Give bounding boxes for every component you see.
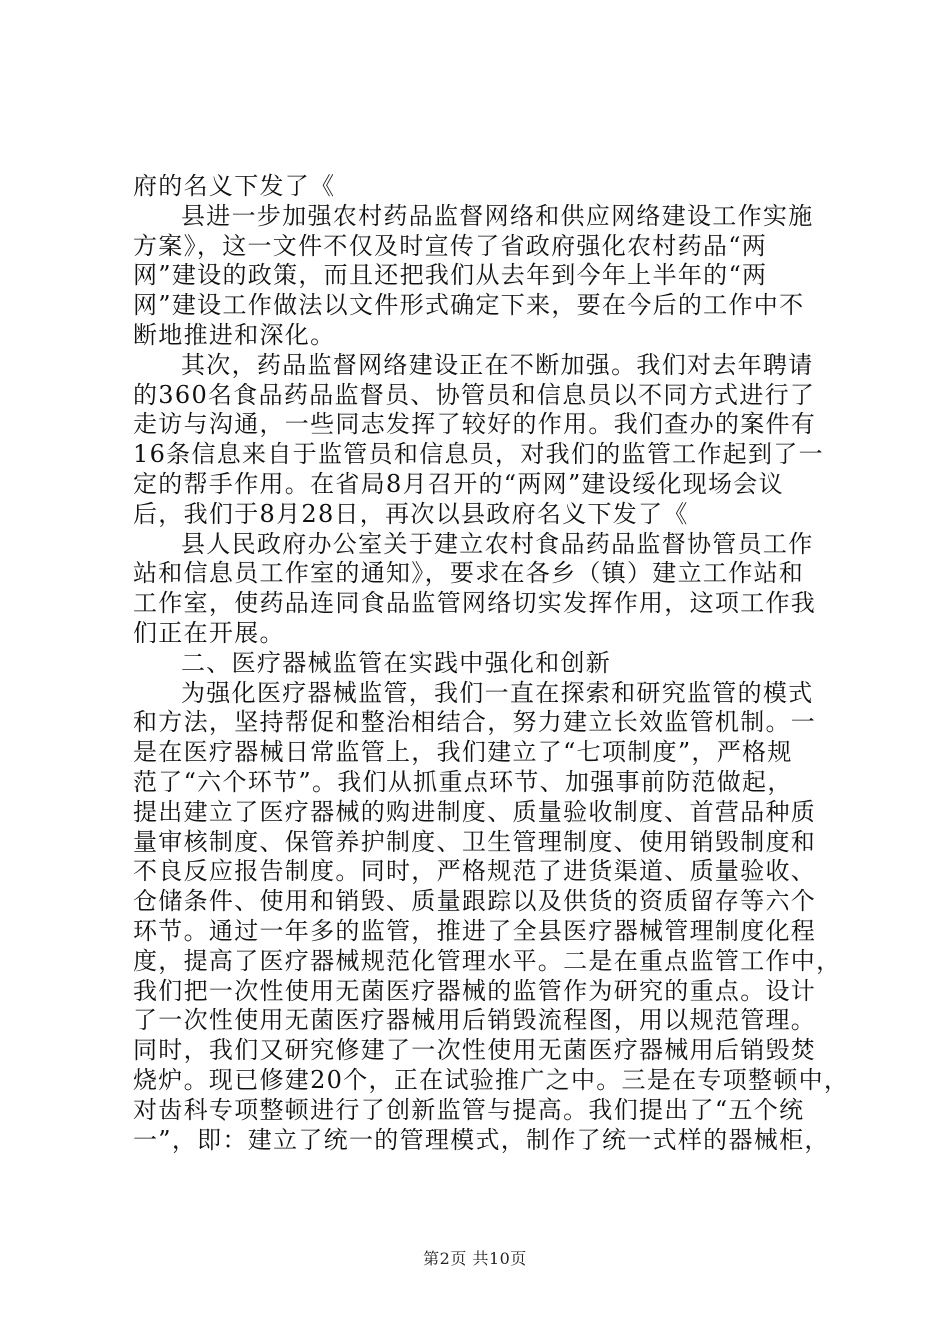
document-body xyxy=(133,172,850,1155)
text-line: 环节。通过一年多的监管，推进了全县医疗器械管理制度化程 xyxy=(133,916,817,945)
text-line: 我们把一次性使用无菌医疗器械的监管作为研究的重点。设计 xyxy=(133,976,817,1005)
text-line: 站和信息员工作室的通知》，要求在各乡（镇）建立工作站和 xyxy=(133,559,805,588)
text-line: 范了“六个环节”。我们从抓重点环节、加强事前防范做起， xyxy=(133,767,793,796)
text-line: 烧炉。现已修建20个，正在试验推广之中。三是在专项整顿中， xyxy=(133,1065,850,1094)
text-line: 网”建设的政策，而且还把我们从去年到今年上半年的“两 xyxy=(133,261,768,290)
text-line: 们正在开展。 xyxy=(133,618,285,647)
text-line: 一”，即：建立了统一的管理模式，制作了统一式样的器械柜， xyxy=(133,1125,830,1154)
text-line: 的360名食品药品监督员、协管员和信息员以不同方式进行了 xyxy=(133,380,816,409)
text-line: 府的名义下发了《 xyxy=(133,172,336,200)
text-line: 量审核制度、保管养护制度、卫生管理制度、使用销毁制度和 xyxy=(133,827,817,856)
text-line: 走访与沟通，一些同志发挥了较好的作用。我们查办的案件有 xyxy=(133,410,817,439)
text-line: 度，提高了医疗器械规范化管理水平。二是在重点监管工作中， xyxy=(133,946,842,975)
text-line: 断地推进和深化。 xyxy=(133,320,336,349)
text-line: 为强化医疗器械监管，我们一直在探索和研究监管的模式 xyxy=(181,678,814,707)
text-line: 方案》，这一文件不仅及时宣传了省政府强化农村药品“两 xyxy=(133,231,768,260)
text-line: 县进一步加强农村药品监督网络和供应网络建设工作实施 xyxy=(181,201,814,230)
section-heading: 二、医疗器械监管在实践中强化和创新 xyxy=(181,648,612,677)
text-line: 了一次性使用无菌医疗器械用后销毁流程图，用以规范管理。 xyxy=(133,1006,817,1035)
page-number-footer: 第2页 共10页 xyxy=(423,1249,527,1268)
text-line: 和方法，坚持帮促和整治相结合，努力建立长效监管机制。一 xyxy=(133,708,817,737)
text-line: 不良反应报告制度。同时，严格规范了进货渠道、质量验收、 xyxy=(133,857,817,886)
text-line: 是在医疗器械日常监管上，我们建立了“七项制度”，严格规 xyxy=(133,738,793,767)
text-line: 后，我们于8月28日，再次以县政府名义下发了《 xyxy=(133,499,689,528)
text-line: 工作室，使药品连同食品监管网络切实发挥作用，这项工作我 xyxy=(133,589,817,618)
text-line: 定的帮手作用。在省局8月召开的“两网”建设绥化现场会议 xyxy=(133,469,784,498)
text-line: 网”建设工作做法以文件形式确定下来，要在今后的工作中不 xyxy=(133,291,805,320)
text-line: 同时，我们又研究修建了一次性使用无菌医疗器械用后销毁焚 xyxy=(133,1036,817,1065)
text-line: 对齿科专项整顿进行了创新监管与提高。我们提出了“五个统 xyxy=(133,1095,805,1124)
text-line: 其次，药品监督网络建设正在不断加强。我们对去年聘请 xyxy=(181,350,814,379)
text-line: 16条信息来自于监管员和信息员，对我们的监管工作起到了一 xyxy=(133,440,824,469)
text-line: 提出建立了医疗器械的购进制度、质量验收制度、首营品种质 xyxy=(133,797,817,826)
text-line: 仓储条件、使用和销毁、质量跟踪以及供货的资质留存等六个 xyxy=(133,887,817,916)
text-line: 县人民政府办公室关于建立农村食品药品监督协管员工作 xyxy=(181,529,814,558)
